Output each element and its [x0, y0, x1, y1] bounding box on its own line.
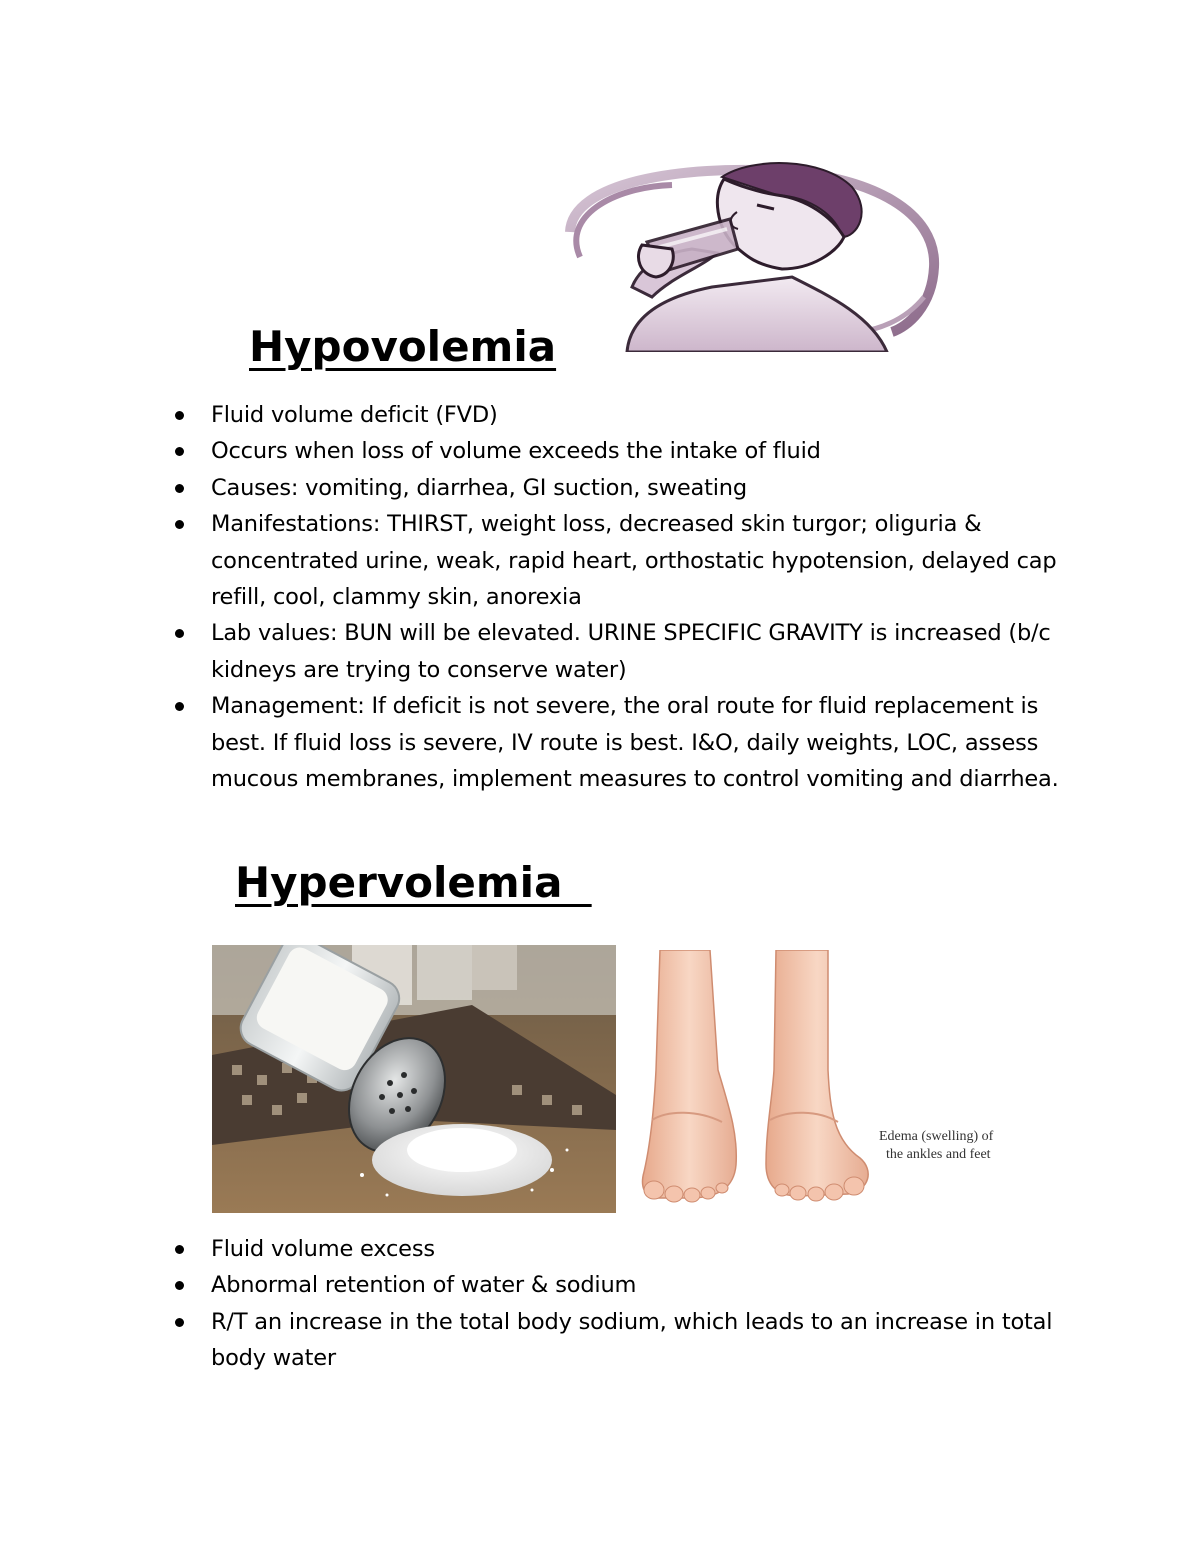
bullet-icon — [175, 1281, 184, 1290]
drinking-man-illustration — [552, 157, 942, 352]
list-item: Management: If deficit is not severe, the oral route for fluid replacement is best. If fluid loss is severe, IV route is best. I&O, daily weights, LOC, assess mucous membranes, implement measures to control vomiting and diarrhea. — [172, 688, 1072, 797]
list-item: Fluid volume excess — [172, 1231, 1072, 1267]
list-item: Lab values: BUN will be elevated. URINE SPECIFIC GRAVITY is increased (b/c kidneys are trying to conserve water) — [172, 615, 1072, 688]
bullet-icon — [175, 1245, 184, 1254]
edema-caption: Edema (swelling) of — [879, 1129, 994, 1144]
list-item: Manifestations: THIRST, weight loss, decreased skin turgor; oliguria & concentrated urine, weak, rapid heart, orthostatic hypotension, delayed cap refill, cool, clammy skin, anorexia — [172, 506, 1072, 615]
hypervolemia-bullet-list — [172, 1231, 1072, 1377]
list-item: Abnormal retention of water & sodium — [172, 1267, 1072, 1303]
bullet-icon — [175, 447, 184, 456]
hypervolemia-heading: Hypervolemia — [235, 858, 592, 907]
bullet-icon — [175, 629, 184, 638]
bullet-icon — [175, 411, 184, 420]
hypovolemia-bullet-list — [172, 397, 1072, 797]
list-item: Occurs when loss of volume exceeds the intake of fluid — [172, 433, 1072, 469]
bullet-icon — [175, 1318, 184, 1327]
bullet-icon — [175, 520, 184, 529]
bullet-icon — [175, 484, 184, 493]
edema-feet-illustration — [638, 950, 1038, 1206]
list-item: R/T an increase in the total body sodium, which leads to an increase in total body water — [172, 1304, 1072, 1377]
bullet-icon — [175, 702, 184, 711]
hypovolemia-heading: Hypovolemia — [249, 322, 557, 371]
salt-shaker-photo — [212, 945, 616, 1213]
list-item: Causes: vomiting, diarrhea, GI suction, sweating — [172, 470, 1072, 506]
edema-caption: the ankles and feet — [886, 1147, 991, 1162]
list-item: Fluid volume deficit (FVD) — [172, 397, 1072, 433]
